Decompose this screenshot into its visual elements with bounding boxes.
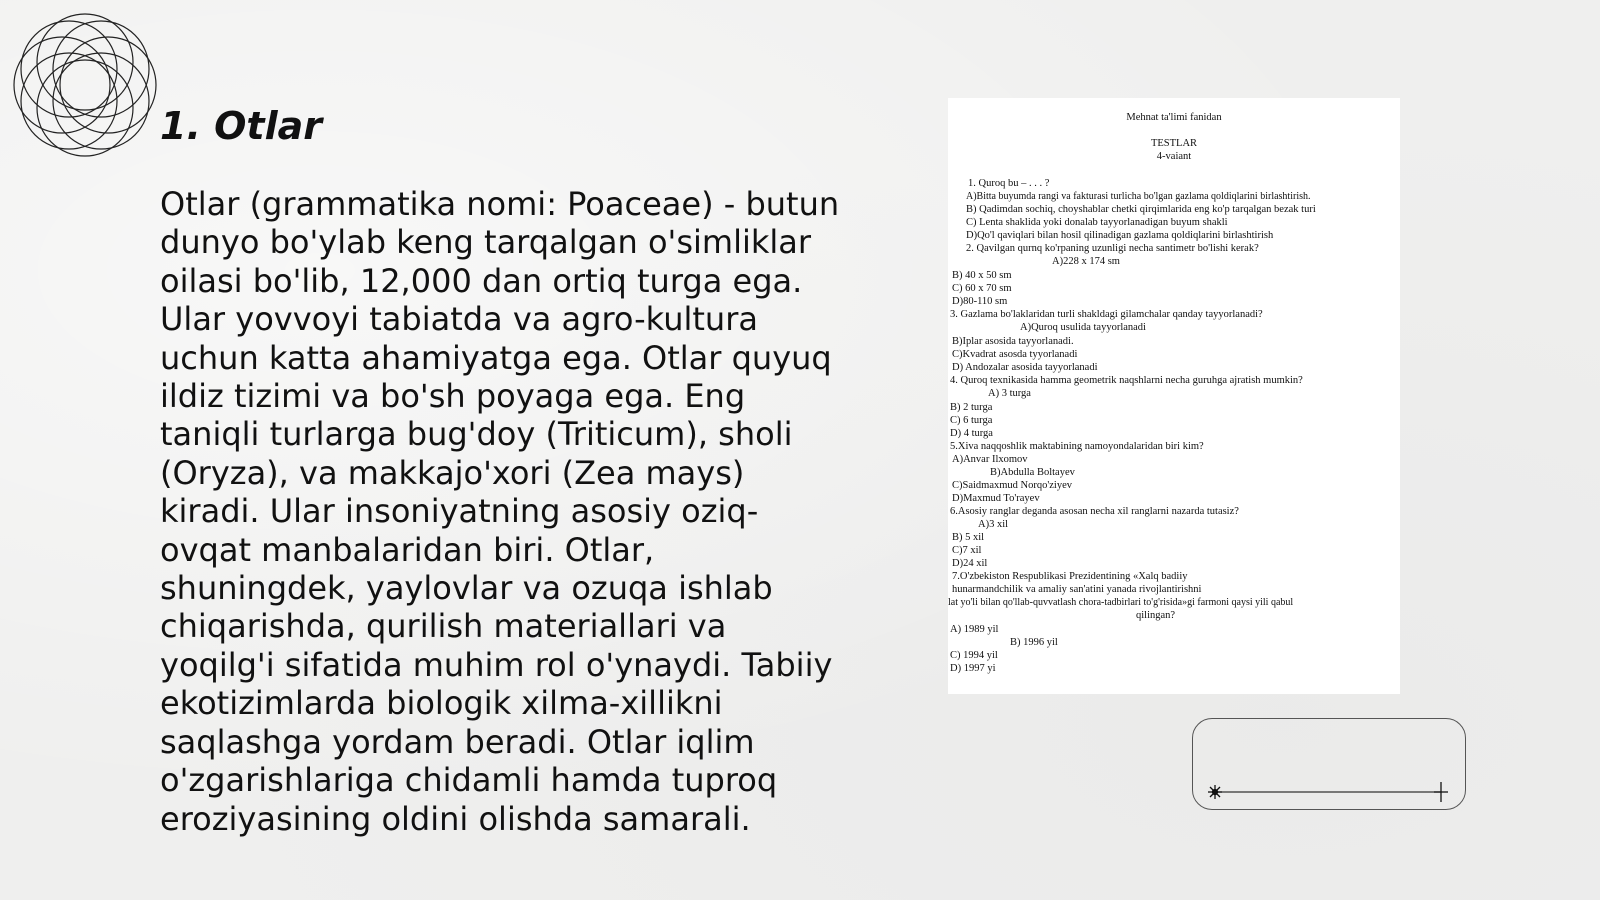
cross-star-icon [1434, 782, 1448, 802]
doc-line: D) Andozalar asosida tayyorlanadi [952, 362, 1098, 373]
doc-line: C)Saidmaxmud Norqo'ziyev [952, 480, 1072, 491]
doc-heading: TESTLAR [1150, 138, 1198, 149]
doc-line: D) 4 turga [950, 428, 993, 439]
doc-line: A) 1989 yil [950, 624, 999, 635]
doc-line: D)Maxmud To'rayev [952, 493, 1040, 504]
decorative-line [1205, 782, 1453, 802]
doc-line: C)Kvadrat asosda tyyorlanadi [952, 349, 1078, 360]
doc-line: C) Lenta shaklida yoki donalab tayyorlanadigan buyum shakli [966, 217, 1228, 228]
test-document-image [948, 98, 1400, 694]
doc-line: B) 40 x 50 sm [952, 270, 1012, 281]
doc-line: A)Bitta buyumda rangi va fakturasi turlicha bo'lgan gazlama qoldiqlarini birlashtirish. [966, 191, 1311, 202]
doc-line: C) 1994 yil [950, 650, 998, 661]
doc-line: C) 6 turga [950, 415, 993, 426]
doc-line: C)7 xil [952, 545, 982, 556]
doc-line: B)Iplar asosida tayyorlanadi. [952, 336, 1074, 347]
doc-line: B) 5 xil [952, 532, 985, 543]
sparkle-star-icon [1208, 785, 1222, 799]
doc-line: A) 3 turga [988, 388, 1031, 399]
doc-line: A)3 xil [978, 519, 1009, 530]
doc-line: 5.Xiva naqqoshlik maktabining namoyondalaridan biri kim? [950, 441, 1204, 452]
doc-line: B)Abdulla Boltayev [990, 467, 1075, 478]
doc-line: B) Qadimdan sochiq, choyshablar chetki qirqimlarida eng ko'p tarqalgan bezak turi [966, 204, 1316, 215]
doc-line: D) 1997 yi [950, 663, 996, 674]
doc-line: B) 1996 yil [1010, 637, 1058, 648]
doc-line: 1. Quroq bu – . . . ? [968, 178, 1050, 189]
doc-line: 6.Asosiy ranglar deganda asosan necha xil ranglarni nazarda tutasiz? [950, 506, 1239, 517]
doc-line: 7.O'zbekiston Respublikasi Prezidentining «Xalq badiiy [952, 571, 1188, 582]
doc-line: lat yo'li bilan qo'llab-quvvatlash chora-tadbirlari to'g'risida»gi farmoni qaysi yili qabul [948, 597, 1294, 608]
doc-line: hunarmandchilik va amaliy san'atini yanada rivojlantirishni [952, 584, 1202, 595]
rosette-logo-icon [10, 10, 160, 160]
doc-line: 4. Quroq texnikasida hamma geometrik naqshlarni necha guruhga ajratish mumkin? [950, 375, 1303, 386]
slide-body-text: Otlar (grammatika nomi: Poaceae) - butun dunyo bo'ylab keng tarqalgan o'simliklar oilasi bo'lib, 12,000 dan ortiq turga ega. Ular yovvoyi tabiatda va agro-kultura uchun katta ahamiyatga ega. Otlar quyuq ildiz tizimi va bo'sh poyaga ega. Eng taniqli turlarga bug'doy (Triticum), sholi (Oryza), va makkajo'xori (Zea mays) kiradi. Ular insoniyatning asosiy oziq-ovqat manbalaridan biri. Otlar, shuningdek, yaylovlar va ozuqa ishlab chiqarishda, qurilish materiallari va yoqilg'i sifatida muhim rol o'ynaydi. Tabiiy ekotizimlarda biologik xilma-xillikni saqlashga yordam beradi. Otlar iqlim o'zgarishlariga chidamli hamda tuproq eroziyasining oldini olishda samarali. [160, 185, 840, 838]
doc-line: 3. Gazlama bo'laklaridan turli shakldagi gilamchalar qanday tayyorlanadi? [950, 309, 1263, 320]
doc-line: 2. Qavilgan qurnq ko'rpaning uzunligi necha santimetr bo'lishi kerak? [966, 243, 1259, 254]
doc-header: Mehnat ta'limi fanidan [1126, 112, 1222, 123]
doc-line: A)228 x 174 sm [1052, 256, 1120, 267]
doc-variant: 4-vaiant [1156, 151, 1192, 162]
doc-line: D)Qo'l qaviqlari bilan hosil qilinadigan gazlama qoldiqlarini birlashtirish [966, 230, 1274, 241]
doc-line: B) 2 turga [950, 402, 993, 413]
doc-line: D)80-110 sm [952, 296, 1008, 307]
doc-line: C) 60 x 70 sm [952, 283, 1012, 294]
doc-line: qilingan? [1136, 610, 1176, 621]
doc-line: D)24 xil [952, 558, 988, 569]
slide-title: 1. Otlar [160, 104, 322, 148]
doc-line: A)Anvar Ilxomov [952, 454, 1028, 465]
doc-line: A)Quroq usulida tayyorlanadi [1020, 322, 1146, 333]
